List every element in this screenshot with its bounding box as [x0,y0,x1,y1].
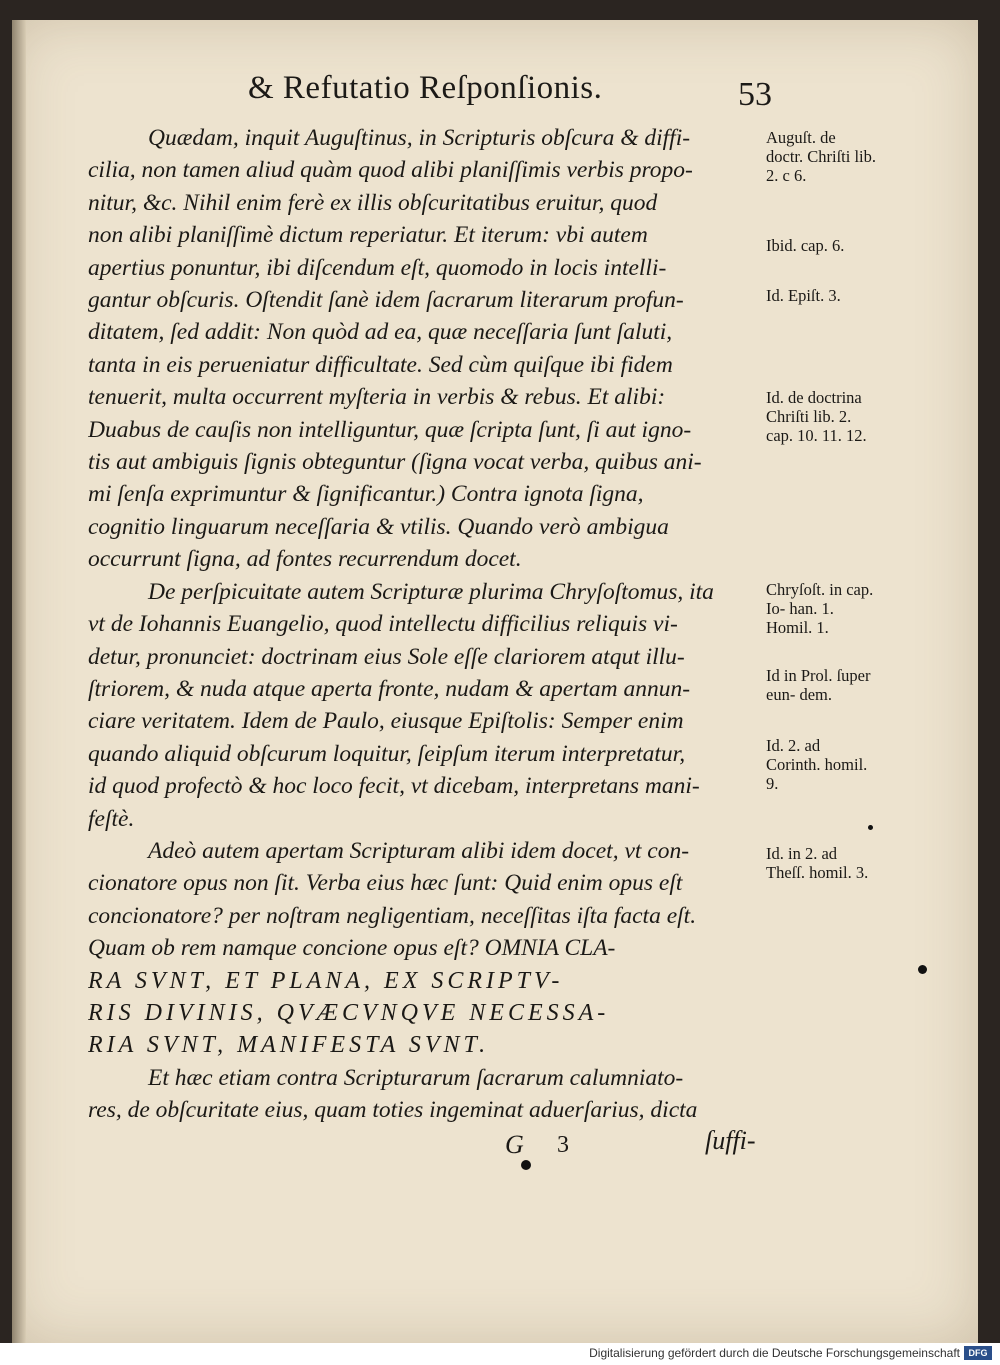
margin-note: Id. 2. ad Corinth. homil. 9. [766,736,868,793]
text-line: Duabus de cauſis non intelliguntur, quæ ſcripta ſunt, ſi aut igno- [88,416,692,443]
text-line: feſtè. [88,805,135,832]
page-number: 53 [738,76,772,113]
running-head: & Refutatio Reſponſionis. [248,70,603,106]
text-line: ciare veritatem. Idem de Paulo, eiusque Epiſtolis: Semper enim [88,708,684,735]
text-line: RIS DIVINIS, QVÆCVNQVE NECESSA- [88,999,610,1026]
margin-note: Id. de doctrina Chriſti lib. 2. cap. 10. 11. 12. [766,388,867,445]
text-line: ditatem, ſed addit: Non quòd ad ea, quæ neceſſaria ſunt ſaluti, [88,319,673,346]
margin-note: Id. in 2. ad Theſſ. homil. 3. [766,844,869,882]
credit-bar [0,1343,1000,1365]
margin-note: Auguſt. de doctr. Chriſti lib. 2. c 6. [766,128,876,185]
text-line: apertius ponuntur, ibi diſcendum eſt, quomodo in locis intelli- [88,254,667,281]
text-line: quando aliquid obſcurum loquitur, ſeipſum iterum interpretatur, [88,740,686,767]
text-line: mi ſenſa exprimuntur & ſignificantur.) Contra ignota ſigna, [88,481,644,508]
text-line: tis aut ambiguis ſignis obteguntur (ſigna vocat verba, quibus ani- [88,449,702,476]
credit-text: Digitalisierung gefördert durch die Deutsche Forschungsgemeinschaft [589,1346,960,1360]
text-line: ſtriorem, & nuda atque aperta fronte, nudam & apertam annun- [88,675,691,702]
text-line: cilia, non tamen aliud quàm quod alibi planiſſimis verbis propo- [88,157,693,184]
text-line: res, de obſcuritate eius, quam toties ingeminat aduerſarius, dicta [88,1097,698,1124]
text-line: occurrunt ſigna, ad fontes recurrendum docet. [88,546,522,573]
text-line: RIA SVNT, MANIFESTA SVNT. [88,1032,490,1059]
text-line: RA SVNT, ET PLANA, EX SCRIPTV- [88,967,564,994]
text-line: Quædam, inquit Auguſtinus, in Scripturis obſcura & diffi- [148,125,691,151]
margin-note: Id in Prol. ſuper eun- dem. [766,666,871,704]
text-line: vt de Iohannis Euangelio, quod intellectu difficilius reliquis vi- [88,611,678,638]
catchword: ſuffi- [705,1126,756,1155]
text-line: id quod profectò & hoc loco fecit, vt dicebam, interpretans mani- [88,773,700,800]
text-line: Et hæc etiam contra Scripturarum ſacrarum calumniato- [148,1064,684,1091]
text-line: gantur obſcuris. Oſtendit ſanè idem ſacrarum literarum profun- [88,287,684,314]
signature-number: 3 [557,1132,569,1158]
ink-spot [868,825,873,830]
text-line: tanta in eis perueniatur difficultate. Sed cùm quiſque ibi fidem [88,351,673,378]
text-line: non alibi planiſſimè dictum reperiatur. Et iterum: vbi autem [88,222,648,249]
margin-note: Ibid. cap. 6. [766,236,845,255]
text-line: nitur, &c. Nihil enim ferè ex illis obſcuritatibus eruitur, quod [88,189,658,216]
body-text [88,122,768,1127]
text-line: detur, pronunciet: doctrinam eius Sole eſſe clariorem atqut illu- [88,643,685,670]
text-line: concionatore? per noſtram negligentiam, neceſſitas iſta facta eſt. [88,902,697,929]
text-line: Adeò autem apertam Scripturam alibi idem docet, vt con- [148,837,690,864]
margin-note: Id. Epiſt. 3. [766,286,841,305]
dfg-logo-icon: DFG [964,1346,992,1360]
text-line: Quam ob rem namque concione opus eſt? OMNIA CLA- [88,935,616,962]
margin-note: Chryſoſt. in cap. Io- han. 1. Homil. 1. [766,580,874,637]
ink-spot [521,1160,531,1170]
text-line: cionatore opus non ſit. Verba eius hæc ſunt: Quid enim opus eſt [88,870,683,897]
ink-spot [918,965,927,974]
text-line: tenuerit, multa occurrent myſteria in verbis & rebus. Et alibi: [88,384,666,411]
page-gutter [12,20,26,1343]
signature-mark: G [505,1130,524,1159]
text-line: De perſpicuitate autem Scripturæ plurima Chryſoſtomus, ita [148,578,714,605]
text-line: cognitio linguarum neceſſaria & vtilis. Quando verò ambigua [88,513,669,540]
